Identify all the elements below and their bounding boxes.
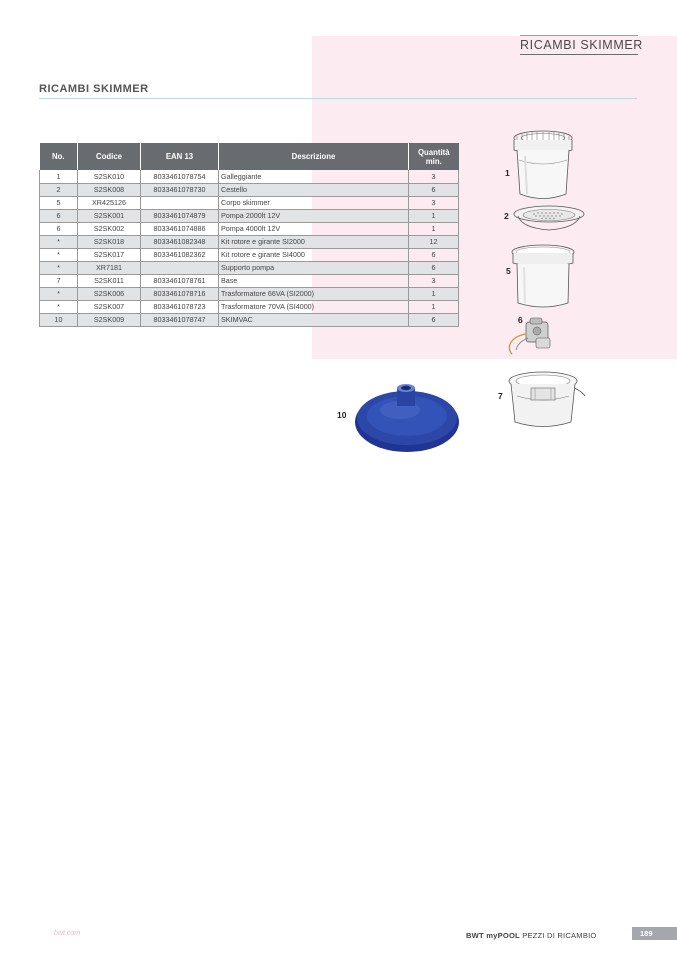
cell-no: 2 [40,183,78,196]
cell-ean: 8033461078761 [141,274,219,287]
cell-codice: S2SK017 [78,248,141,261]
parts-table [39,143,459,327]
cell-codice: S2SK008 [78,183,141,196]
cell-codice: S2SK001 [78,209,141,222]
cell-descrizione: Pompa 2000lt 12V [219,209,409,222]
cell-no: 7 [40,274,78,287]
cell-no: * [40,235,78,248]
cell-no: * [40,300,78,313]
cell-ean: 8033461082362 [141,248,219,261]
cell-qty: 3 [409,170,459,183]
column-header-quantita: Quantità min. [409,143,459,170]
callout-label-6: 6 [518,315,523,325]
basket-part-image [512,204,586,234]
cell-ean: 8033461078723 [141,300,219,313]
footer-brand: BWT myPOOL [466,931,520,940]
cell-qty: 1 [409,300,459,313]
cell-qty: 3 [409,196,459,209]
base-part-image [505,368,587,432]
cell-qty: 6 [409,183,459,196]
callout-label-10: 10 [337,410,347,420]
cell-ean [141,261,219,274]
table-row [40,170,459,183]
cell-no: * [40,261,78,274]
section-divider [39,98,637,99]
column-header-descrizione: Descrizione [219,143,409,170]
cell-qty: 1 [409,222,459,235]
cell-no: 6 [40,209,78,222]
footer-url: bwt.com [54,930,81,937]
cell-qty: 3 [409,274,459,287]
cell-descrizione: Supporto pompa [219,261,409,274]
table-row [40,248,459,261]
cell-codice: S2SK006 [78,287,141,300]
cell-qty: 1 [409,209,459,222]
footer-caption [466,931,597,940]
table-row [40,209,459,222]
cell-codice: S2SK011 [78,274,141,287]
cell-descrizione: Kit rotore e girante SI2000 [219,235,409,248]
table-row [40,222,459,235]
cell-codice: S2SK009 [78,313,141,326]
cell-descrizione: Cestello [219,183,409,196]
column-header-no: No. [40,143,78,170]
cell-qty: 6 [409,248,459,261]
cell-ean: 8033461078716 [141,287,219,300]
cell-ean: 8033461074886 [141,222,219,235]
section-title: RICAMBI SKIMMER [39,83,149,95]
cell-descrizione: Pompa 4000lt 12V [219,222,409,235]
cell-descrizione: SKIMVAC [219,313,409,326]
cell-codice: XR7181 [78,261,141,274]
cell-descrizione: Galleggiante [219,170,409,183]
cell-codice: S2SK002 [78,222,141,235]
cell-no: 6 [40,222,78,235]
cell-codice: S2SK007 [78,300,141,313]
cell-codice: XR425126 [78,196,141,209]
cell-ean: 8033461078730 [141,183,219,196]
column-header-codice: Codice [78,143,141,170]
cell-no: * [40,248,78,261]
cell-no: 1 [40,170,78,183]
skimvac-part-image [352,374,462,456]
cell-ean: 8033461078754 [141,170,219,183]
cell-descrizione: Trasformatore 70VA (SI4000) [219,300,409,313]
callout-label-5: 5 [506,266,511,276]
cell-qty: 12 [409,235,459,248]
table-row [40,287,459,300]
cell-descrizione: Base [219,274,409,287]
cell-codice: S2SK018 [78,235,141,248]
callout-label-2: 2 [504,211,509,221]
callout-label-1: 1 [505,168,510,178]
cell-ean: 8033461074879 [141,209,219,222]
table-header-row [40,143,459,170]
cell-descrizione: Kit rotore e girante SI4000 [219,248,409,261]
page-number: 189 [632,927,677,940]
cell-qty: 1 [409,287,459,300]
cell-ean: 8033461078747 [141,313,219,326]
cell-ean [141,196,219,209]
cell-codice: S2SK010 [78,170,141,183]
table-row [40,261,459,274]
cell-descrizione: Trasformatore 66VA (SI2000) [219,287,409,300]
table-row [40,196,459,209]
callout-label-7: 7 [498,391,503,401]
page-corner-title: RICAMBI SKIMMER [520,38,638,55]
column-header-ean: EAN 13 [141,143,219,170]
cell-no: 5 [40,196,78,209]
table-row [40,300,459,313]
cell-qty: 6 [409,261,459,274]
cell-no: 10 [40,313,78,326]
table-row [40,274,459,287]
table-row [40,313,459,326]
cell-descrizione: Corpo skimmer [219,196,409,209]
pump-part-image [506,314,556,358]
float-part-image [505,128,581,204]
cell-qty: 6 [409,313,459,326]
cell-no: * [40,287,78,300]
table-row [40,183,459,196]
footer-subtitle: PEZZI DI RICAMBIO [522,931,597,940]
skimmer-body-part-image [510,243,576,313]
cell-ean: 8033461082348 [141,235,219,248]
table-row [40,235,459,248]
